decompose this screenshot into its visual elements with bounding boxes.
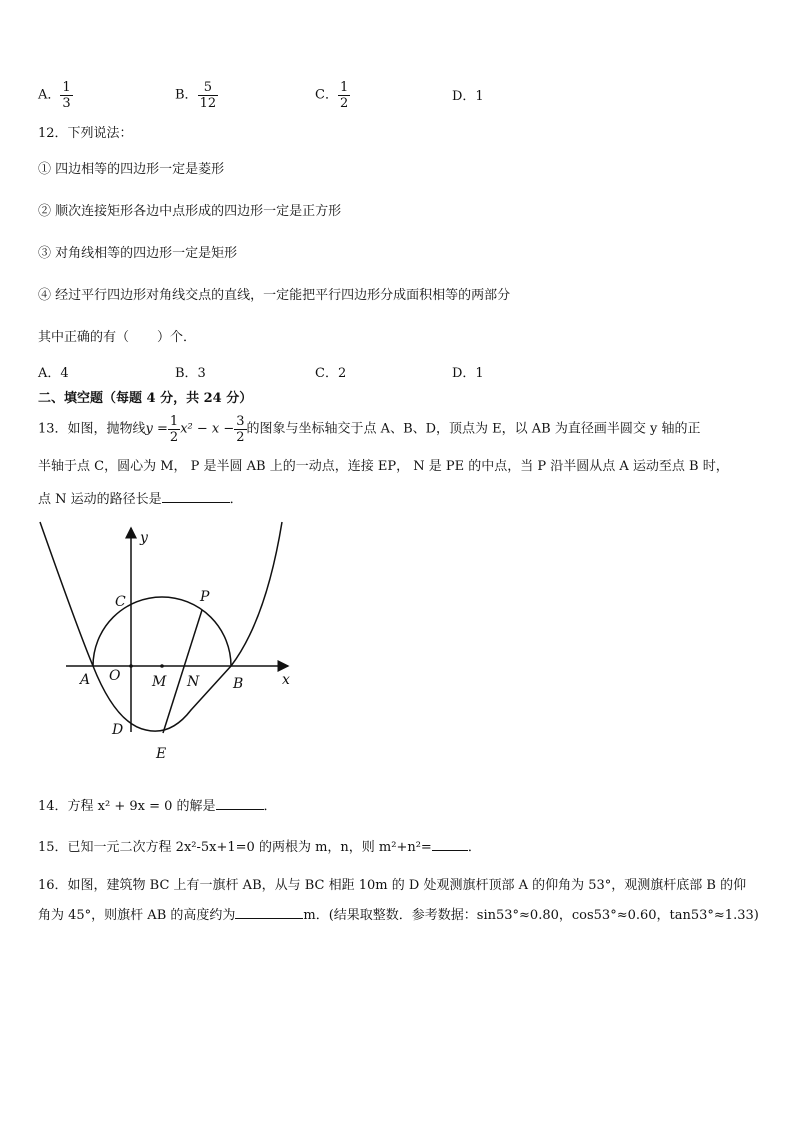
label-x: x: [282, 672, 290, 688]
q11-option-b: [175, 80, 218, 111]
q16-line-2: 角为 45°，则旗杆 AB 的高度约为 m．(结果取整数．参考数据：sin53°≈0.80，cos53°≈0.60，tan53°≈1.33): [38, 908, 759, 923]
fraction: $\frac{3}{2}$: [236, 414, 245, 445]
fraction: $\frac{1}{2}$: [169, 414, 179, 445]
q12-statement-1: ① 四边相等的四边形一定是菱形: [38, 162, 225, 177]
q12-question: 其中正确的有（ ）个．: [38, 330, 197, 345]
fraction: $\frac{1}{2}$: [339, 80, 349, 111]
q12-statement-2: ② 顺次连接矩形各边中点形成的四边形一定是正方形: [38, 204, 342, 219]
q15: 15．已知一元二次方程 2x²-5x+1=0 的两根为 m，n，则 m²+n²= ．: [38, 840, 481, 855]
q14: 14．方程 x² + 9x = 0 的解是 ．: [38, 799, 277, 814]
label-d: D: [112, 722, 124, 738]
semicircle: [93, 597, 231, 666]
label-a: A: [80, 672, 91, 688]
segment-ep: [163, 610, 202, 733]
q12-statement-4: ④ 经过平行四边形对角线交点的直线，一定能把平行四边形分成面积相等的两部分: [38, 288, 511, 303]
q12-option-c: C．2: [315, 366, 347, 381]
q13-line-3: 点 N 运动的路径长是 ．: [38, 492, 243, 507]
q12-option-d: D．1: [452, 366, 484, 381]
fraction: $\frac{1}{3}$: [62, 80, 71, 111]
point-o: [129, 664, 133, 668]
label-e: E: [156, 746, 167, 762]
answer-blank: [162, 490, 230, 503]
q12-stem: 12．下列说法：: [38, 126, 133, 141]
q11-option-c: [315, 80, 350, 111]
q11-option-d: D．1: [452, 89, 484, 104]
q12-option-b: B．3: [175, 366, 206, 381]
q13-line-1: 13．如图，抛物线y = $\frac{1}{2}$ x² − x − $\frac{3}{2}$ 的图象与坐标轴交于点 A、B、D，顶点为 E，以 AB 为直径画半圆交 y 轴的正: [38, 414, 701, 445]
point-m: [160, 664, 164, 668]
option-label: C．: [315, 87, 338, 103]
label-p: P: [200, 589, 210, 605]
fraction: $\frac{5}{12}$: [199, 80, 217, 111]
q12-statement-3: ③ 对角线相等的四边形一定是矩形: [38, 246, 238, 261]
label-o: O: [109, 668, 121, 684]
answer-blank: [235, 906, 303, 919]
option-label: A．: [38, 87, 61, 103]
answer-blank: [432, 838, 468, 851]
label-y: y: [140, 530, 148, 546]
section-title: 二、填空题（每题 4 分，共 24 分）: [38, 391, 253, 406]
q13-line-2: 半轴于点 C，圆心为 M， P 是半圆 AB 上的一动点，连接 EP， N 是 PE 的中点，当 P 沿半圆从点 A 运动至点 B 时，: [38, 459, 729, 474]
q11-option-a: [38, 80, 73, 111]
option-label: B．: [175, 87, 198, 103]
q16-line-1: 16．如图，建筑物 BC 上有一旗杆 AB，从与 BC 相距 10m 的 D 处观测旗杆顶部 A 的仰角为 53°，观测旗杆底部 B 的仰: [38, 878, 747, 893]
parabola-curve: [40, 522, 282, 731]
answer-blank: [216, 797, 264, 810]
q12-option-a: A．4: [38, 366, 69, 381]
label-c: C: [115, 594, 126, 610]
label-b: B: [233, 676, 244, 692]
label-m: M: [152, 674, 167, 690]
label-n: N: [187, 674, 200, 690]
parabola-figure: [36, 520, 306, 772]
